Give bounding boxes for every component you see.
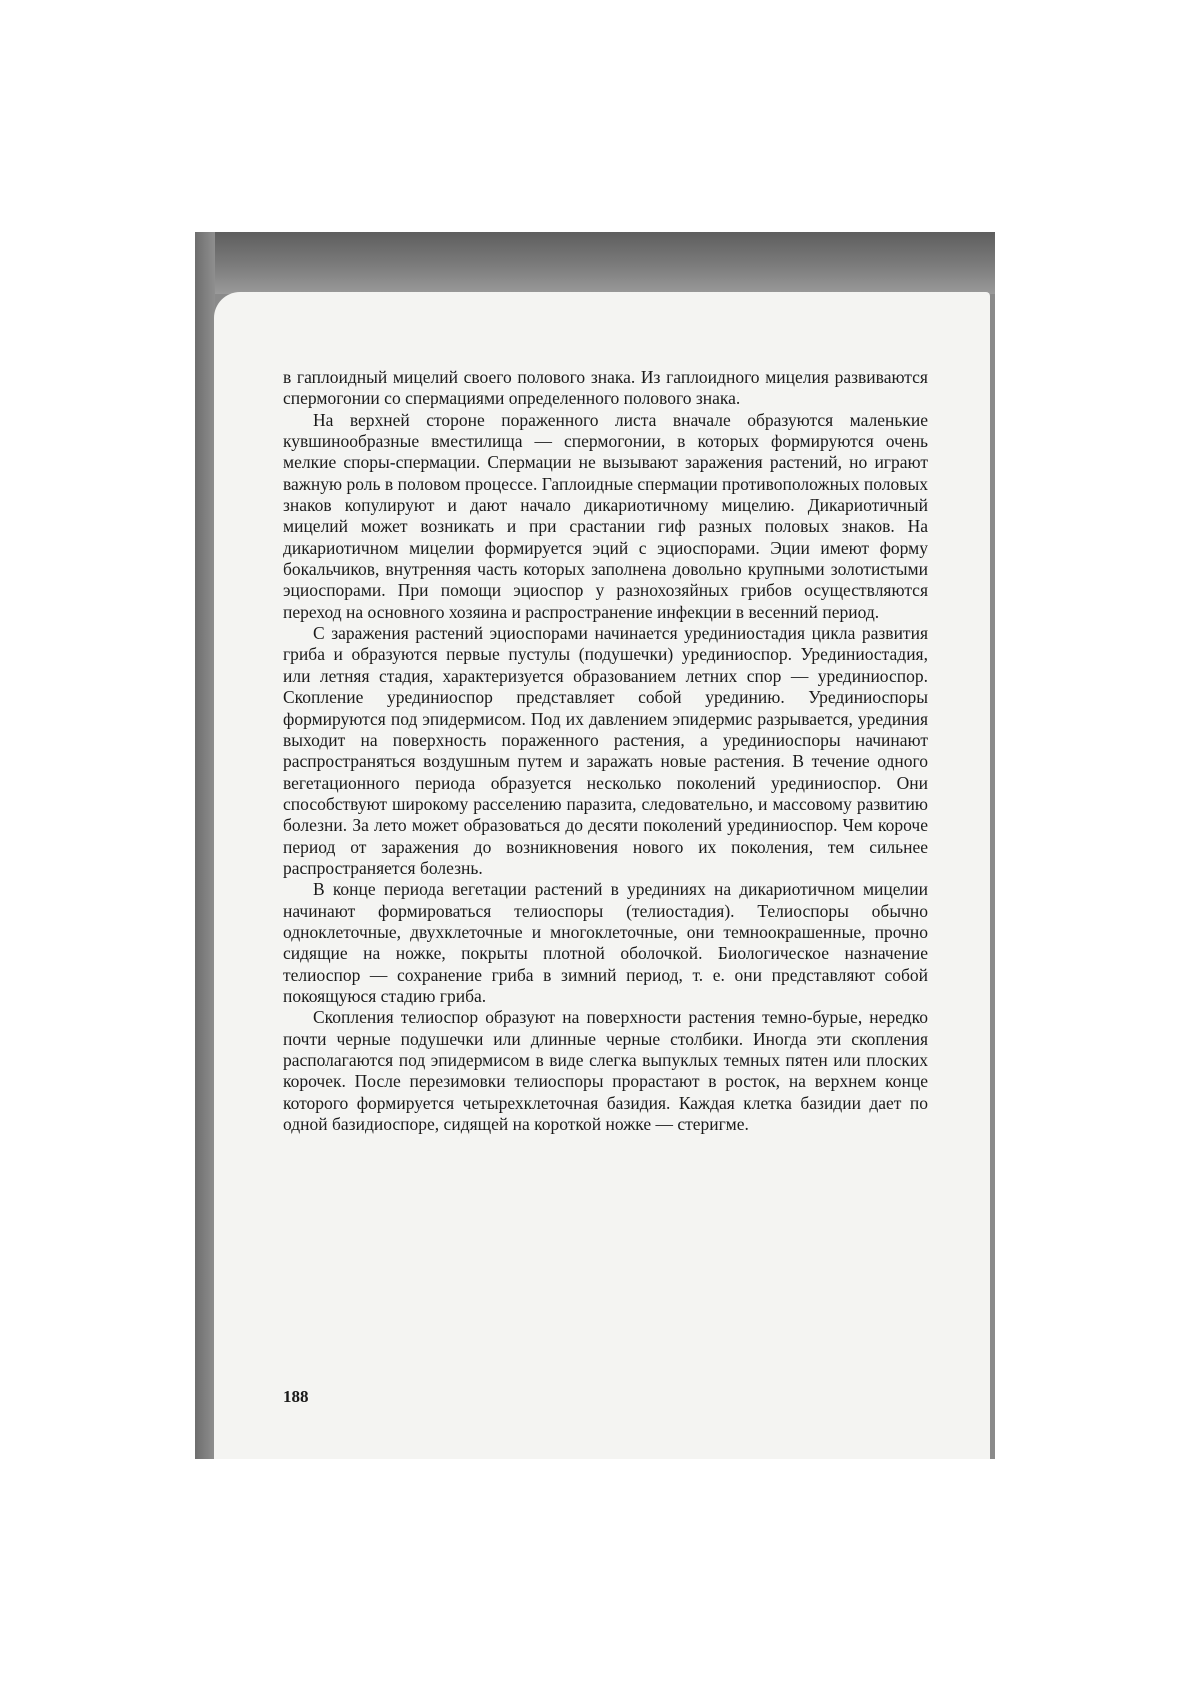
paragraph-spermogonia: На верхней стороне пораженного листа вначале образуются маленькие кувшинообразные вместилища — спермогонии, в которых формируются очень мелкие споры-спермации. Спермации не вызывают заражения растений, но играют важную роль в половом процессе. Гаплоидные спермации противоположных половых знаков копулируют и дают начало дикариотичному мицелию. Дикариотичный мицелий может возникать и при срастании гиф разных половых знаков. На дикариотичном мицелии формируется эций с эциоспорами. Эции имеют форму бокальчиков, внутренняя часть которых заполнена довольно крупными золотистыми эциоспорами. При помощи эциоспор у разнохозяйных грибов осуществляются переход на основного хозяина и распространение инфекции в весенний период. xyxy=(283,409,928,622)
page-body-text xyxy=(283,367,928,1135)
paragraph-urediniostage: С заражения растений эциоспорами начинается урединиостадия цикла развития гриба и образуются первые пустулы (подушечки) урединиоспор. Урединиостадия, или летняя стадия, характеризуется образованием летних спор — урединиоспор. Скопление урединиоспор представляет собой урединию. Урединиоспоры формируются под эпидермисом. Под их давлением эпидермис разрывается, урединия выходит на поверхность пораженного растения, а урединиоспоры начинают распространяться воздушным путем и заражать новые растения. В течение одного вегетационного периода образуется несколько поколений урединиоспор. Они способствуют широкому расселению паразита, следовательно, и массовому развитию болезни. За лето может образоваться до десяти поколений урединиоспор. Чем короче период от заражения до возникновения нового их поколения, тем сильнее распространяется болезнь. xyxy=(283,623,928,878)
paragraph-teliospore-clusters: Скопления телиоспор образуют на поверхности растения темно-бурые, нередко почти черные подушечки или длинные черные столбики. Иногда эти скопления располагаются под эпидермисом в виде слегка выпуклых темных пятен или плоских корочек. После перезимовки телиоспоры прорастают в росток, на верхнем конце которого формируется четырехклеточная базидия. Каждая клетка базидии дает по одной базидиоспоре, сидящей на короткой ножке — стеригме. xyxy=(283,1007,928,1135)
page-number: 188 xyxy=(283,1387,309,1406)
paragraph-continuation: в гаплоидный мицелий своего полового знака. Из гаплоидного мицелия развиваются спермогонии со спермациями определенного полового знака. xyxy=(283,367,928,409)
scan-left-shadow xyxy=(195,232,215,1459)
paragraph-teliospores: В конце периода вегетации растений в урединиях на дикариотичном мицелии начинают формироваться телиоспоры (телиостадия). Телиоспоры обычно одноклеточные, двухклеточные и многоклеточные, они темноокрашенные, прочно сидящие на ножке, покрыты плотной оболочкой. Биологическое назначение телиоспор — сохранение гриба в зимний период, т. е. они представляют собой покоящуюся стадию гриба. xyxy=(283,879,928,1006)
scan-top-shadow xyxy=(195,232,995,294)
